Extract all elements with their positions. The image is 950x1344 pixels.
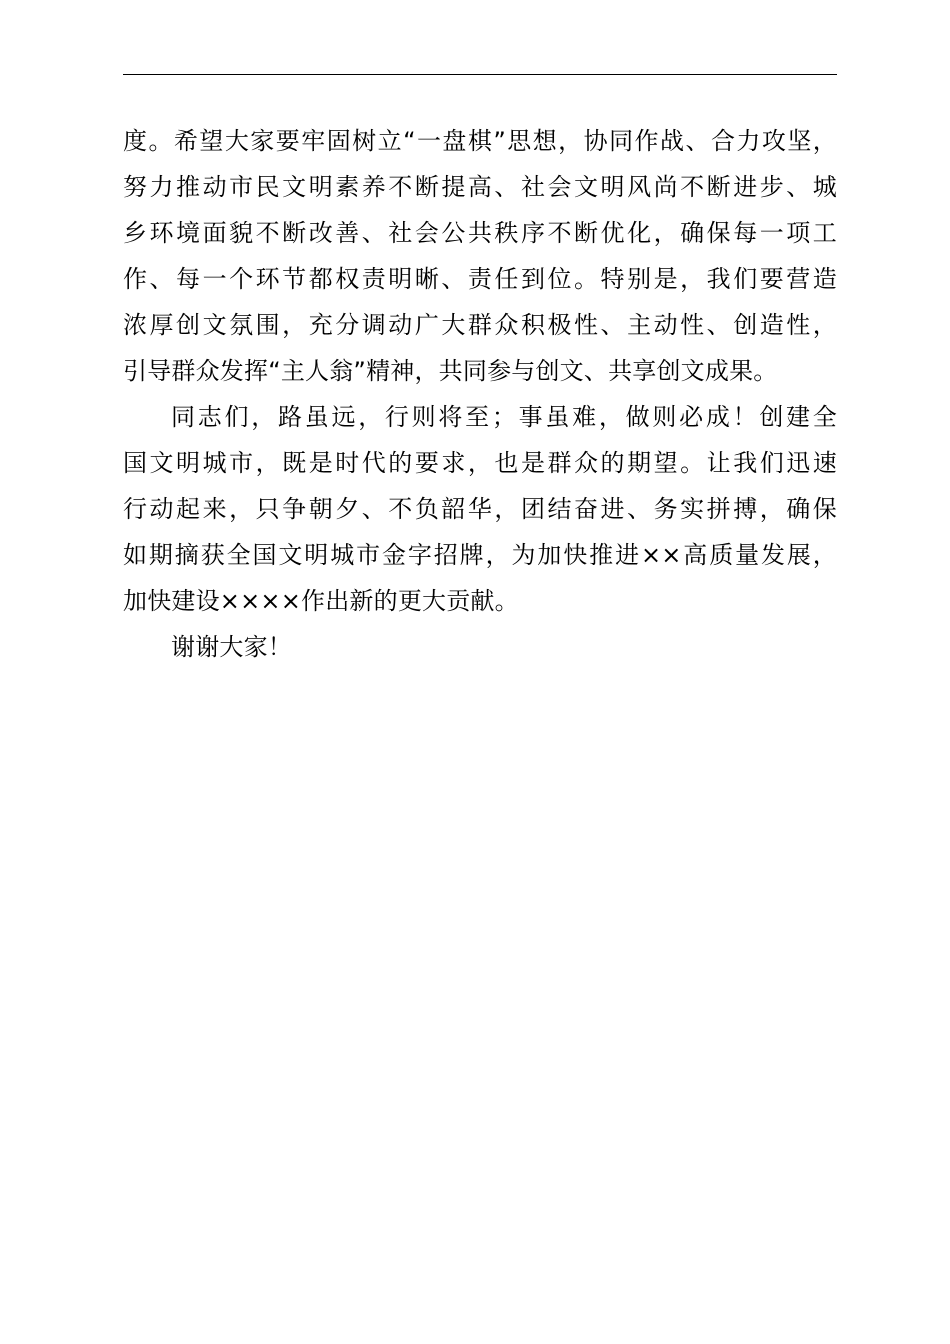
text-line: 努力推动市民文明素养不断提高、社会文明风尚不断进步、城 [123, 173, 837, 201]
body-text [123, 118, 837, 670]
text-line: 如期摘获全国文明城市金字招牌，为加快推进××高质量发展， [123, 541, 837, 569]
text-line: 作、每一个环节都权责明晰、责任到位。特别是，我们要营造 [123, 265, 837, 293]
closing-line: 谢谢大家！ [171, 633, 292, 661]
header-rule [123, 74, 837, 75]
text-line: 行动起来，只争朝夕、不负韶华，团结奋进、务实拼搏，确保 [123, 495, 837, 523]
text-line: 度。希望大家要牢固树立“一盘棋”思想，协同作战、合力攻坚， [123, 127, 837, 155]
text-line: 同志们，路虽远，行则将至；事虽难，做则必成！创建全 [171, 403, 837, 431]
text-line: 引导群众发挥“主人翁”精神，共同参与创文、共享创文成果。 [123, 357, 778, 385]
text-line: 浓厚创文氛围，充分调动广大群众积极性、主动性、创造性， [123, 311, 837, 339]
text-line: 乡环境面貌不断改善、社会公共秩序不断优化，确保每一项工 [123, 219, 837, 247]
text-line: 国文明城市，既是时代的要求，也是群众的期望。让我们迅速 [123, 449, 837, 477]
text-line: 加快建设××××作出新的更大贡献。 [123, 587, 519, 615]
